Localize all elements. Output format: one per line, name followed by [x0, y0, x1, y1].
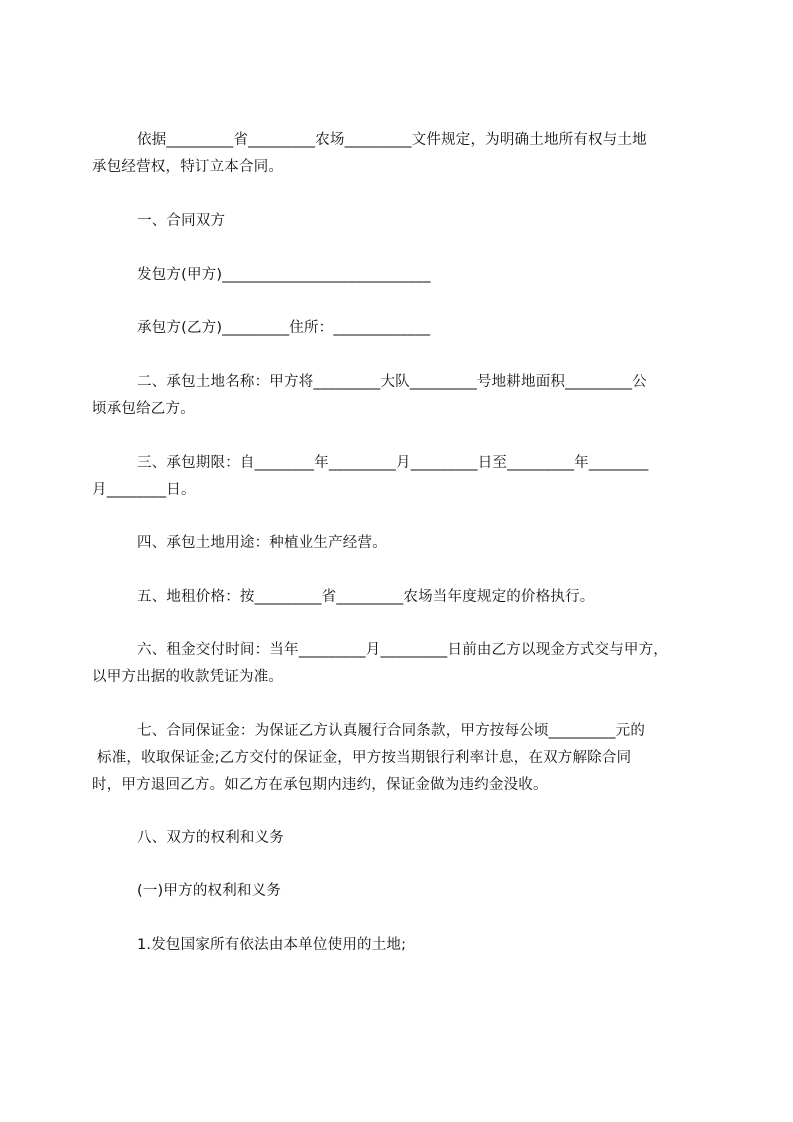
section-4-line: 四、承包土地用途：种植业生产经营。 — [137, 535, 387, 551]
section-2-line-2: 顷承包给乙方。 — [92, 401, 195, 417]
section-6-line-1: 六、租金交付时间：当年_________月_________日前由乙方以现金方式交与甲方， — [137, 642, 668, 658]
section-1-heading: 一、合同双方 — [137, 213, 226, 229]
section-6-line-2: 以甲方出据的收款凭证为准。 — [92, 669, 284, 685]
section-7-line-2: 标准，收取保证金;乙方交付的保证金，甲方按当期银行利率计息，在双方解除合同 — [97, 750, 632, 766]
section-3-line-1: 三、承包期限：自________年_________月_________日至_________年________ — [137, 455, 649, 471]
intro-line-1: 依据_________省_________农场_________文件规定，为明确土地所有权与土地 — [137, 132, 647, 148]
section-2-line-1: 二、承包土地名称：甲方将_________大队_________号地耕地面积_________公 — [137, 374, 647, 390]
subsection-1-heading: (一)甲方的权利和义务 — [137, 883, 282, 899]
clause-1-line: 1.发包国家所有依法由本单位使用的土地; — [137, 937, 407, 953]
intro-line-2: 承包经营权，特订立本合同。 — [92, 159, 284, 175]
section-7-line-1: 七、合同保证金：为保证乙方认真履行合同条款，甲方按每公顷_________元的 — [137, 723, 646, 739]
party-b-line: 承包方(乙方)_________住所：_____________ — [137, 320, 431, 336]
section-5-line: 五、地租价格：按_________省_________农场当年度规定的价格执行。 — [137, 589, 595, 605]
section-3-line-2: 月________日。 — [92, 482, 196, 498]
section-8-heading: 八、双方的权利和义务 — [137, 830, 284, 846]
section-7-line-3: 时，甲方退回乙方。如乙方在承包期内违约，保证金做为违约金没收。 — [92, 777, 548, 793]
party-a-line: 发包方(甲方)____________________________ — [137, 267, 431, 283]
